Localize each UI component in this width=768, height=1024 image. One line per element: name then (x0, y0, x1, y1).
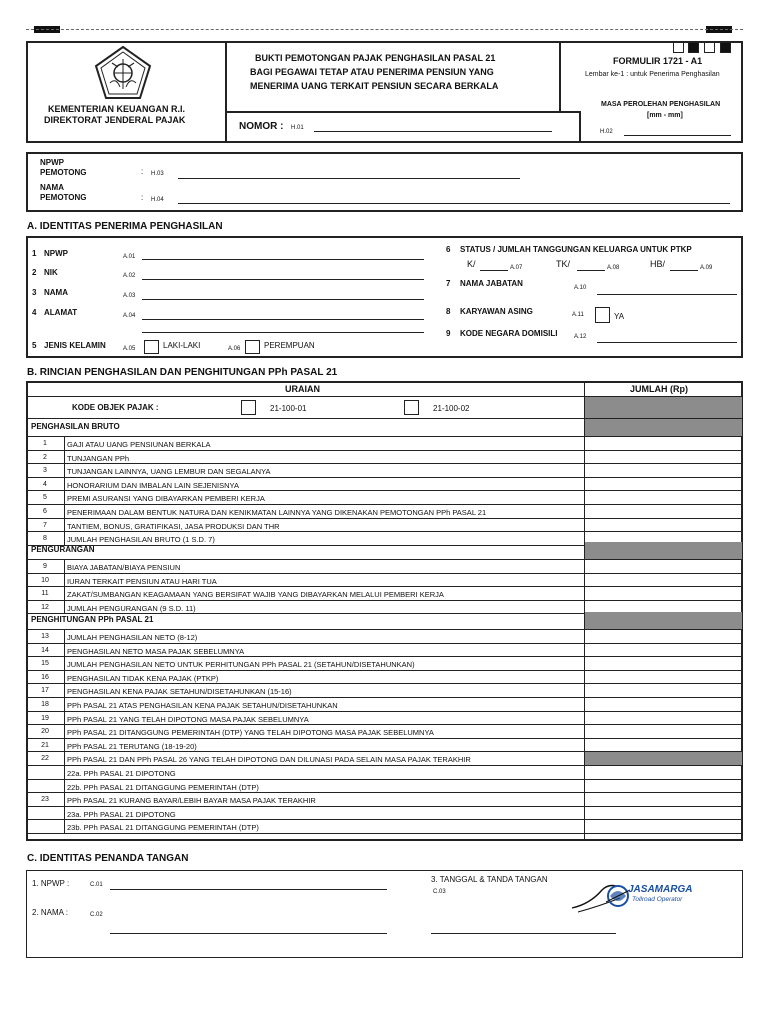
row-label: HONORARIUM DAN IMBALAN LAIN SEJENISNYA (67, 480, 239, 490)
jumlah-input[interactable] (585, 464, 742, 477)
a-gender-label: JENIS KELAMIN (44, 341, 106, 350)
asing-ya-label: YA (614, 312, 625, 321)
row-number: 21 (41, 741, 49, 749)
jumlah-input[interactable] (585, 766, 742, 779)
table-row (26, 560, 743, 574)
row-number-divider (64, 671, 65, 684)
row-number: 5 (43, 494, 47, 502)
table-row (26, 820, 743, 834)
kode-shaded-cell (585, 397, 742, 418)
form-square-2 (688, 42, 699, 53)
jumlah-input[interactable] (585, 574, 742, 587)
a-jabatan-label: NAMA JABATAN (460, 279, 523, 288)
row-number: 19 (41, 714, 49, 722)
row-number: 13 (41, 633, 49, 640)
nomor-code: H.01 (291, 125, 304, 131)
stamp-subtitle: Tollroad Operator (632, 896, 683, 903)
form-title-line2: BAGI PEGAWAI TETAP ATAU PENERIMA PENSIUN YANG (250, 67, 494, 77)
row-number-divider (64, 684, 65, 697)
a-nama-no: 3 (32, 288, 37, 297)
npwp-pemotong-code: H.03 (151, 171, 164, 177)
a-nik-no: 2 (32, 268, 37, 277)
jumlah-input[interactable] (585, 519, 742, 532)
row-number-divider (64, 712, 65, 725)
table-row (26, 780, 743, 794)
masa-code: H.02 (600, 129, 613, 135)
form-title-line3: MENERIMA UANG TERKAIT PENSIUN SECARA BERKALA (250, 81, 499, 91)
nomor-label: NOMOR : (239, 121, 284, 132)
row-label: TANTIEM, BONUS, GRATIFIKASI, JASA PRODUKSI DAN THR (67, 521, 280, 531)
row-number: 4 (43, 480, 47, 488)
a-alamat-input[interactable] (142, 319, 424, 320)
row-label: ZAKAT/SUMBANGAN KEAGAMAAN YANG BERSIFAT WAJIB YANG DIBAYARKAN MELALUI PEMBERI KERJA (67, 590, 444, 600)
a-jabatan-code: A.10 (574, 285, 587, 291)
nomor-input[interactable] (314, 131, 552, 132)
table-row (26, 793, 743, 807)
table-row (26, 587, 743, 601)
group-label: PENGHASILAN BRUTO (31, 422, 120, 431)
nama-pemotong-label2: PEMOTONG (40, 193, 87, 202)
c-npwp-code: C.01 (90, 882, 103, 888)
jumlah-input[interactable] (585, 698, 742, 711)
row-number-divider (64, 793, 65, 806)
form-square-4 (720, 42, 731, 53)
row-label: IURAN TERKAIT PENSIUN ATAU HARI TUA (67, 576, 217, 586)
a-status-no: 6 (446, 245, 451, 254)
row-label: PENGHASILAN NETO MASA PAJAK SEBELUMNYA (67, 646, 245, 656)
row-label: 23b. PPh PASAL 21 DITANGGUNG PEMERINTAH (DTP) (67, 823, 259, 833)
row-number-divider (64, 437, 65, 450)
masa-label: MASA PEROLEHAN PENGHASILAN (601, 101, 721, 108)
kode-objek-label: KODE OBJEK PAJAK : (72, 403, 159, 412)
k-code: A.07 (510, 265, 523, 271)
table-row (26, 684, 743, 698)
a-status-label: STATUS / JUMLAH TANGGUNGAN KELUARGA UNTUK PTKP (460, 245, 692, 254)
nama-pemotong-colon: : (141, 193, 144, 202)
kode1-checkbox[interactable] (241, 400, 256, 415)
row-label: 22b. PPh PASAL 21 DITANGGUNG PEMERINTAH (DTP) (67, 782, 259, 792)
a-negara-input[interactable] (597, 342, 737, 343)
jumlah-input[interactable] (585, 780, 742, 793)
hb-label: HB/ (650, 259, 666, 269)
row-label: PREMI ASURANSI YANG DIBAYARKAN PEMBERI KERJA (67, 494, 265, 504)
row-number: 11 (41, 590, 49, 598)
row-number: 12 (41, 603, 49, 611)
jumlah-input[interactable] (585, 630, 742, 643)
a-jabatan-input[interactable] (597, 294, 737, 295)
row-number-divider (64, 587, 65, 600)
tk-code: A.08 (607, 265, 620, 271)
c-npwp-label: 1. NPWP : (32, 879, 70, 888)
c-ttd-code: C.03 (433, 889, 446, 895)
hb-input[interactable] (670, 270, 698, 271)
a-asing-no: 8 (446, 307, 451, 316)
table-row (26, 574, 743, 588)
row-number: 16 (41, 673, 49, 681)
gender-female-checkbox[interactable] (245, 340, 260, 354)
gender-male-checkbox[interactable] (144, 340, 159, 354)
table-row (26, 451, 743, 465)
row-label: TUNJANGAN PPh (67, 453, 130, 463)
header-divider-3 (225, 111, 580, 113)
row-number-divider (64, 739, 65, 752)
jumlah-input[interactable] (585, 712, 742, 725)
jumlah-input[interactable] (585, 478, 742, 491)
table-row (26, 644, 743, 658)
row-label: GAJI ATAU UANG PENSIUNAN BERKALA (67, 440, 211, 449)
jumlah-input[interactable] (585, 437, 742, 450)
table-row (26, 671, 743, 685)
c-npwp-input[interactable] (110, 889, 387, 890)
a-nama-input[interactable] (142, 299, 424, 300)
tk-input[interactable] (577, 270, 605, 271)
a-negara-label: KODE NEGARA DOMISILI (460, 329, 558, 338)
table-row (26, 464, 743, 478)
a-npwp-label: NPWP (44, 249, 68, 258)
jumlah-input[interactable] (585, 451, 742, 464)
row-number: 2 (43, 453, 47, 461)
gender-female-label: PEREMPUAN (264, 341, 315, 350)
row-number: 17 (41, 687, 49, 695)
kode2-checkbox[interactable] (404, 400, 419, 415)
group-label: PENGURANGAN (31, 545, 95, 554)
gender-male-label: LAKI-LAKI (163, 341, 201, 350)
table-row (26, 519, 743, 533)
table-row (26, 630, 743, 644)
row-label: JUMLAH PENGURANGAN (9 S.D. 11) (67, 603, 196, 613)
row-number-divider (64, 478, 65, 491)
table-row (26, 491, 743, 505)
row-number-divider (64, 657, 65, 670)
stamp-brand: JASAMARGA (628, 884, 693, 895)
row-number: 23 (41, 796, 49, 804)
c-nama-code: C.02 (90, 912, 103, 918)
group-header (26, 612, 743, 630)
table-row (26, 712, 743, 726)
header-divider-2 (559, 41, 561, 111)
a-npwp-input[interactable] (142, 259, 424, 260)
table-row (26, 437, 743, 451)
jumlah-input[interactable] (585, 807, 742, 820)
a-alamat-code: A.04 (123, 313, 136, 319)
table-row (26, 807, 743, 821)
table-row (26, 739, 743, 753)
header-divider-1 (225, 41, 227, 143)
a-alamat-no: 4 (32, 308, 37, 317)
ministry-name: KEMENTERIAN KEUANGAN R.I. (48, 104, 186, 114)
row-number-divider (64, 464, 65, 477)
c-nama-label: 2. NAMA : (32, 908, 69, 917)
row-number-divider (64, 752, 65, 765)
npwp-pemotong-label1: NPWP (40, 158, 64, 167)
row-number-divider (64, 644, 65, 657)
jumlah-input[interactable] (585, 793, 742, 806)
row-number-divider (64, 780, 65, 793)
top-rule (26, 29, 743, 30)
row-label: PPh PASAL 21 ATAS PENGHASILAN KENA PAJAK SETAHUN/DISETAHUNKAN (67, 701, 338, 710)
a-gender-no: 5 (32, 341, 37, 350)
row-label: JUMLAH PENGHASILAN NETO UNTUK PERHITUNGAN PPh PASAL 21 (SETAHUN/DISETAHUNKAN) (67, 660, 415, 670)
tk-label: TK/ (556, 259, 571, 269)
asing-ya-checkbox[interactable] (595, 307, 610, 323)
hb-code: A.09 (700, 265, 713, 271)
form-square-3 (704, 42, 715, 53)
jumlah-input[interactable] (585, 725, 742, 738)
form-square-1 (673, 42, 684, 53)
jumlah-input[interactable] (585, 820, 742, 833)
a-negara-no: 9 (446, 329, 451, 338)
a-alamat-input-line2[interactable] (142, 332, 424, 333)
group-shaded-cell (585, 542, 742, 559)
row-label: JUMLAH PENGHASILAN NETO (8-12) (67, 633, 198, 642)
c-ttd-label: 3. TANGGAL & TANDA TANGAN (431, 875, 548, 884)
table-row (26, 505, 743, 519)
row-label: PENERIMAAN DALAM BENTUK NATURA DAN KENIKMATAN LAINNYA YANG DIKENAKAN PEMOTONGAN PPh PASAL 21 (67, 508, 487, 517)
table-row (26, 766, 743, 780)
col-uraian: URAIAN (285, 384, 320, 394)
npwp-pemotong-label2: PEMOTONG (40, 168, 87, 177)
jumlah-input[interactable] (585, 505, 742, 518)
a-nik-label: NIK (44, 268, 58, 277)
group-shaded-cell (585, 419, 742, 436)
row-number: 1 (43, 440, 47, 447)
section-b-title: B. RINCIAN PENGHASILAN DAN PENGHITUNGAN PPh PASAL 21 (27, 367, 338, 378)
row-label: PPh PASAL 21 TERUTANG (18-19-20) (67, 741, 197, 751)
row-number: 6 (43, 508, 47, 515)
row-number-divider (64, 698, 65, 711)
jumlah-input[interactable] (585, 684, 742, 697)
row-number: 14 (41, 646, 49, 654)
form-name: FORMULIR 1721 - A1 (613, 56, 703, 66)
group-shaded-cell (585, 612, 742, 629)
nama-pemotong-input[interactable] (178, 203, 730, 204)
row-number-divider (64, 820, 65, 833)
a-nama-label: NAMA (44, 288, 68, 297)
row-number-divider (64, 630, 65, 643)
directorate-name: DIREKTORAT JENDERAL PAJAK (44, 115, 186, 125)
a-negara-code: A.12 (574, 334, 587, 340)
row-number-divider (64, 519, 65, 532)
row-number: 10 (41, 576, 49, 584)
a-asing-code: A.11 (572, 312, 584, 318)
npwp-pemotong-colon: : (141, 167, 144, 176)
section-c-title: C. IDENTITAS PENANDA TANGAN (27, 853, 189, 864)
row-label: 23a. PPh PASAL 21 DIPOTONG (67, 809, 176, 819)
table-row (26, 752, 743, 766)
row-label: TUNJANGAN LAINNYA, UANG LEMBUR DAN SEGALANYA (67, 467, 271, 477)
row-number: 18 (41, 701, 49, 708)
row-number: 22 (41, 755, 49, 763)
nama-pemotong-label1: NAMA (40, 183, 64, 192)
jumlah-shaded-cell (585, 752, 742, 765)
jumlah-input[interactable] (585, 491, 742, 504)
a-npwp-code: A.01 (123, 254, 136, 260)
table-row (26, 698, 743, 712)
row-number: 20 (41, 728, 49, 736)
row-number-divider (64, 505, 65, 518)
a-npwp-no: 1 (32, 249, 37, 258)
jumlah-input[interactable] (585, 560, 742, 573)
a-gender-code2: A.06 (228, 346, 241, 352)
col-jumlah: JUMLAH (Rp) (630, 384, 688, 394)
npwp-pemotong-input[interactable] (178, 178, 520, 179)
row-number-divider (64, 451, 65, 464)
kode2-label: 21-100-02 (433, 404, 470, 413)
row-number: 3 (43, 467, 47, 475)
a-nama-code: A.03 (123, 293, 136, 299)
table-row (26, 657, 743, 671)
ministry-logo (92, 45, 154, 101)
row-label: BIAYA JABATAN/BIAYA PENSIUN (67, 563, 181, 572)
row-number-divider (64, 807, 65, 820)
row-label: PENGHASILAN KENA PAJAK SETAHUN/DISETAHUNKAN (15-16) (67, 687, 292, 697)
a-nik-code: A.02 (123, 273, 136, 279)
section-a-title: A. IDENTITAS PENERIMA PENGHASILAN (27, 221, 223, 232)
row-label: PPh PASAL 21 DITANGGUNG PEMERINTAH (DTP) YANG TELAH DIPOTONG MASA PAJAK SEBELUMNYA (67, 728, 434, 738)
row-number: 9 (43, 563, 47, 570)
nama-pemotong-code: H.04 (151, 197, 164, 203)
masa-format: [mm - mm] (647, 112, 683, 119)
a-gender-code1: A.05 (123, 346, 136, 352)
a-alamat-label: ALAMAT (44, 308, 78, 317)
header-divider-4 (579, 111, 581, 143)
c-ttd-input[interactable] (431, 933, 616, 934)
a-nik-input[interactable] (142, 279, 424, 280)
k-label: K/ (467, 259, 476, 269)
group-label: PENGHITUNGAN PPh PASAL 21 (31, 615, 154, 624)
row-number: 15 (41, 660, 49, 668)
row-label: PENGHASILAN TIDAK KENA PAJAK (PTKP) (67, 673, 219, 683)
masa-input[interactable] (624, 135, 731, 136)
jumlah-input[interactable] (585, 671, 742, 684)
table-row (26, 478, 743, 492)
c-nama-input[interactable] (110, 933, 387, 934)
jumlah-input[interactable] (585, 587, 742, 600)
k-input[interactable] (480, 270, 508, 271)
row-label: PPh PASAL 21 KURANG BAYAR/LEBIH BAYAR MASA PAJAK TERAKHIR (67, 796, 316, 806)
jumlah-input[interactable] (585, 657, 742, 670)
group-header (26, 542, 743, 560)
a-jabatan-no: 7 (446, 279, 451, 288)
table-row (26, 725, 743, 739)
row-label: 22a. PPh PASAL 21 DIPOTONG (67, 769, 176, 778)
row-number-divider (64, 725, 65, 738)
row-label: PPh PASAL 21 YANG TELAH DIPOTONG MASA PAJAK SEBELUMNYA (67, 714, 309, 724)
row-number-divider (64, 574, 65, 587)
row-number-divider (64, 766, 65, 779)
jumlah-input[interactable] (585, 644, 742, 657)
jumlah-input[interactable] (585, 739, 742, 752)
row-number: 8 (43, 535, 47, 543)
form-title-line1: BUKTI PEMOTONGAN PAJAK PENGHASILAN PASAL 21 (255, 53, 496, 63)
group-header (26, 419, 743, 437)
row-number: 7 (43, 521, 47, 529)
row-label: PPh PASAL 21 DAN PPh PASAL 26 YANG TELAH DIPOTONG DAN DILUNASI PADA SELAIN MASA PAJAK TERAKHIR (67, 755, 471, 765)
row-label: JUMLAH PENGHASILAN BRUTO (1 S.D. 7) (67, 535, 215, 545)
row-number-divider (64, 560, 65, 573)
kode1-label: 21-100-01 (270, 404, 307, 413)
lembar-text: Lembar ke-1 : untuk Penerima Penghasilan (585, 71, 720, 78)
row-number-divider (64, 491, 65, 504)
a-asing-label: KARYAWAN ASING (460, 307, 533, 316)
